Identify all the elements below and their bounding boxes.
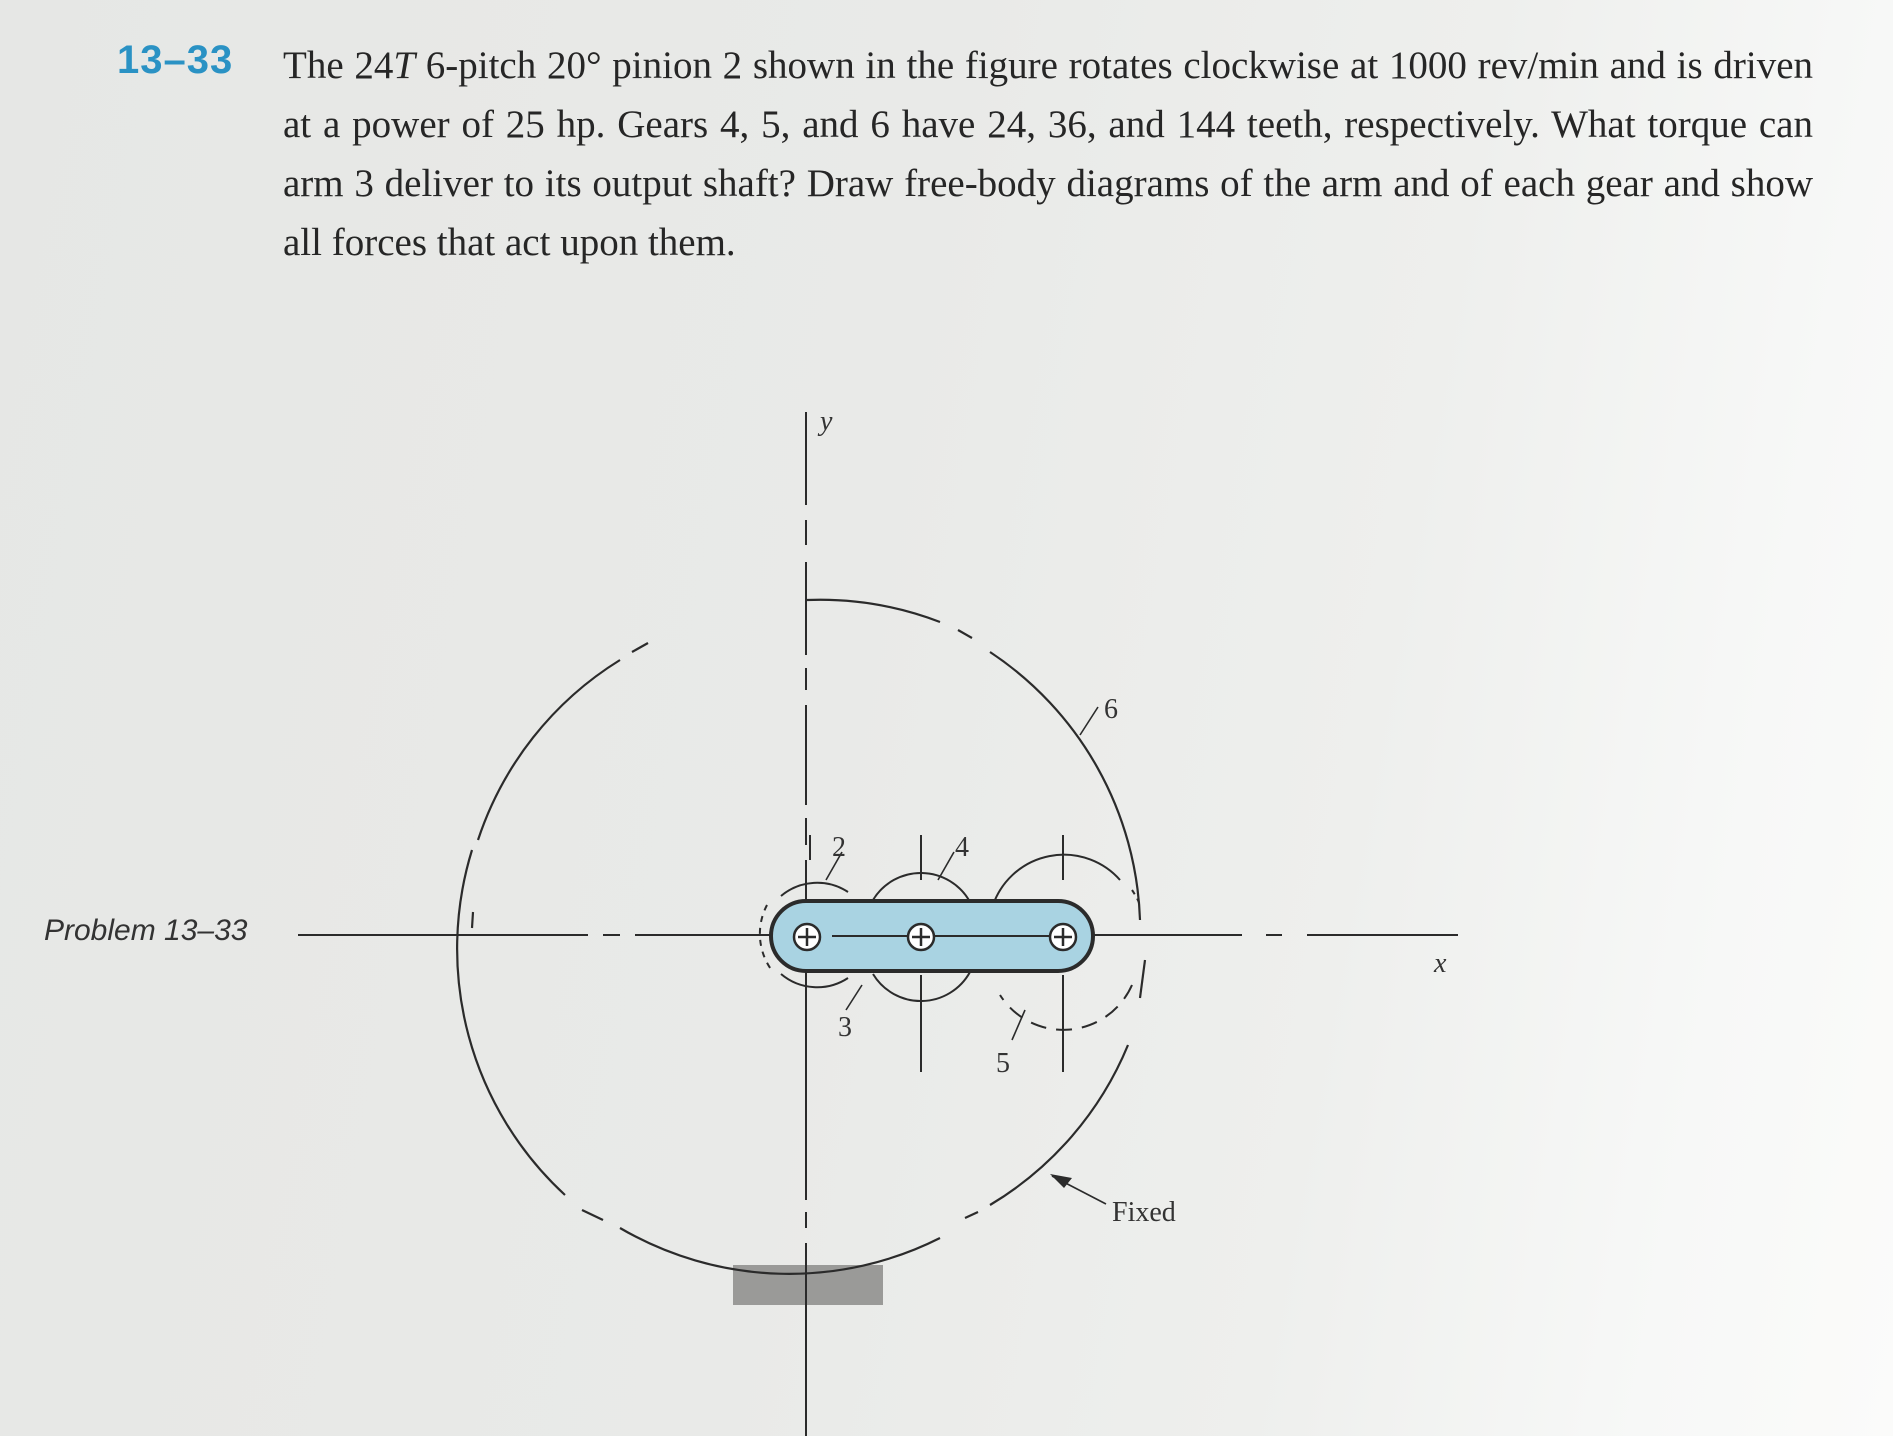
arm-3-label: 3 (838, 1012, 852, 1043)
ring-arc-top (807, 600, 940, 622)
gear-4-label: 4 (955, 832, 969, 863)
pivot-gear-4 (908, 924, 934, 950)
leader-6 (1080, 707, 1098, 735)
ring-dash-4 (965, 1212, 978, 1218)
gear-5-arc-top (993, 855, 1120, 905)
gear-2-arc-top (781, 883, 848, 896)
pivot-gear-5 (1050, 924, 1076, 950)
x-axis-label: x (1434, 948, 1447, 979)
ring-dash-2 (958, 630, 972, 638)
y-axis-label: y (820, 406, 833, 437)
gear-5-label: 5 (996, 1048, 1010, 1079)
ring-arc-upper-left (478, 660, 620, 840)
arrowhead-fixed (1050, 1174, 1072, 1188)
gear-2-label: 2 (832, 832, 846, 863)
gear-2-arc-bottom (781, 974, 848, 987)
ring-dash-1 (632, 643, 648, 652)
problem-text-part-1: The 24 (283, 44, 394, 87)
leader-3 (846, 985, 862, 1010)
ring-dash-3 (1140, 960, 1145, 998)
ring-dash-5 (582, 1210, 603, 1220)
ring-arc-right (990, 652, 1140, 920)
fixed-label: Fixed (1112, 1197, 1176, 1228)
problem-number: 13–33 (117, 38, 234, 82)
problem-text-italic: T (393, 44, 416, 87)
leader-4 (938, 852, 954, 880)
gear-6-label: 6 (1104, 694, 1118, 725)
problem-text-part-2: 6-pitch 20° pinion 2 shown in the figure rotates clockwise at 1000 rev/min and is driven at a power of 25 hp. Gears 4, 5, and 6 have 24, 36, and 144 teeth, respectively. What torque can arm 3 deliver to its output shaft? Draw free-body diagrams of the arm and of each gear and show all forces that act upon them. (283, 44, 1813, 264)
ring-dash-6 (472, 912, 473, 928)
figure-caption: Problem 13–33 (44, 914, 248, 947)
pivot-gear-2 (794, 924, 820, 950)
ring-arc-left (457, 850, 565, 1195)
fixed-base-block (733, 1265, 883, 1305)
